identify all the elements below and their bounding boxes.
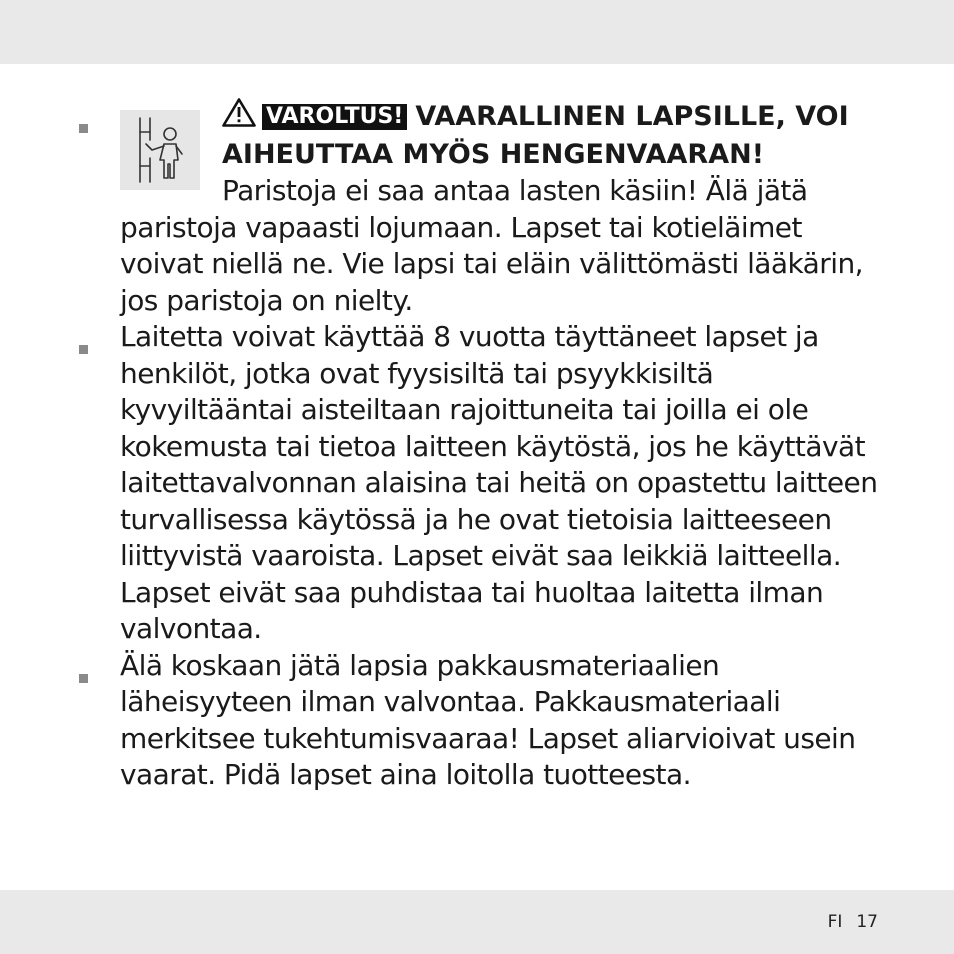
safety-instructions: [120, 98, 880, 794]
bottom-band: [0, 890, 954, 954]
page-footer: [828, 912, 878, 932]
page-number: 17: [856, 912, 878, 932]
bullet-square-icon: [79, 345, 88, 354]
warning-triangle-icon: [222, 98, 256, 127]
top-band: [0, 0, 954, 64]
list-item: [120, 648, 880, 794]
warning-headline: VAARALLINEN LAPSILLE, VOI AIHEUTTAA MYÖS HENGENVAARAN!: [222, 101, 849, 170]
child-safety-icon: [120, 110, 200, 190]
bullet-square-icon: [79, 124, 88, 133]
bullet-square-icon: [79, 674, 88, 683]
paragraph-text: Älä koskaan jätä lapsia pakkausmateriaalien läheisyyteen ilman valvontaa. Pakkausmateriaali merkitsee tukehtumisvaaraa! Lapset aliarvioivat usein vaarat. Pidä lapset aina loitolla tuotteesta.: [120, 648, 856, 791]
language-code: FI: [827, 912, 843, 932]
warning-item: [120, 98, 880, 319]
paragraph-text: Laitetta voivat käyttää 8 vuotta täyttäneet lapset ja henkilöt, jotka ovat fyysisiltä tai psyykkisiltä kyvyiltääntai aisteiltaan rajoittuneita tai joilla ei ole kokemusta tai tietoa laitteen käytöstä, jos he käyttävät laitettavalvonnan alaisina tai heitä on opastettu laitteen turvallisessa käytössä ja he ovat tietoisia laitteeseen liittyvistä vaaroista. Lapset eivät saa leikkiä laitteella. Lapset eivät saa puhdistaa tai huoltaa laitetta ilman valvontaa.: [120, 320, 878, 645]
warning-paragraph: [120, 98, 880, 319]
list-item: [120, 319, 880, 648]
warning-text: Paristoja ei saa antaa lasten käsiin! Älä jätä paristoja vapaasti lojumaan. Lapset tai kotieläimet voivat niellä ne. Vie lapsi tai eläin välittömästi lääkärin, jos paristoja on nielty.: [120, 174, 864, 317]
warning-label: VAROLTUS!: [262, 104, 407, 130]
